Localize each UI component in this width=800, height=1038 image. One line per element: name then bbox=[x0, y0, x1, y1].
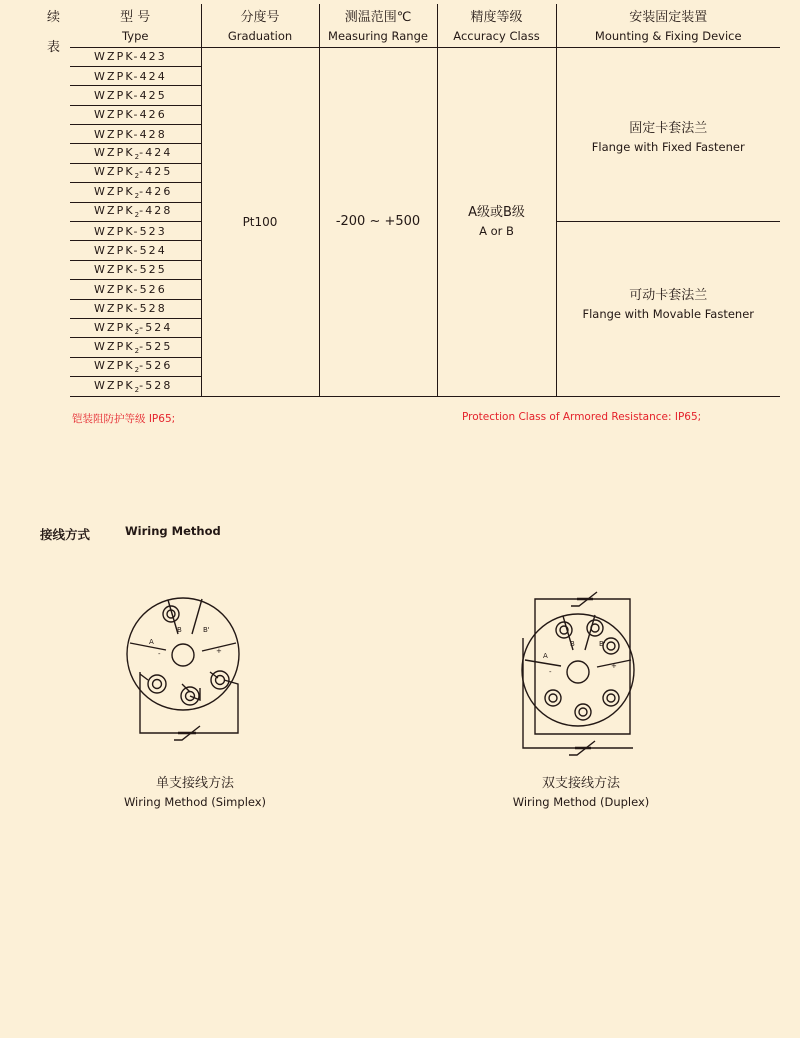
segment-dividers bbox=[525, 615, 631, 667]
continued-label-1: 续 bbox=[47, 10, 61, 25]
type-cell: WZPK-525 bbox=[70, 260, 201, 279]
simplex-caption bbox=[85, 775, 305, 811]
label-b-prime: B' bbox=[599, 640, 606, 648]
simplex-caption-cn: 单支接线方法 bbox=[155, 776, 234, 791]
label-minus: - bbox=[549, 668, 552, 676]
duplex-caption-cn: 双支接线方法 bbox=[541, 776, 620, 791]
range-cell: -200 ~ +500 bbox=[319, 47, 437, 396]
label-plus: + bbox=[216, 647, 222, 655]
mounting-cell bbox=[556, 47, 780, 396]
mount-fixed-flange: 固定卡套法兰 Flange with Fixed Fastener bbox=[557, 56, 781, 222]
label-b-prime: B' bbox=[203, 626, 210, 634]
center-hole bbox=[567, 661, 589, 683]
label-a: A bbox=[543, 652, 548, 660]
header-type: 型 号 Type bbox=[70, 4, 201, 47]
label-b: B bbox=[570, 640, 575, 648]
terminal-screw-left bbox=[148, 675, 166, 693]
continued-label-2: 表 bbox=[47, 40, 61, 55]
type-cell: WZPK-523 bbox=[70, 222, 201, 241]
center-hole bbox=[172, 644, 194, 666]
simplex-caption-en: Wiring Method (Simplex) bbox=[123, 795, 267, 809]
label-minus: - bbox=[158, 650, 161, 658]
wire-clamps bbox=[140, 672, 218, 692]
type-cell: WZPK-428 bbox=[70, 125, 201, 144]
type-cell: WZPK-426 bbox=[70, 105, 201, 124]
terminal-head-outline bbox=[522, 614, 634, 726]
label-b: B bbox=[177, 626, 182, 634]
type-cell: WZPK-524 bbox=[70, 241, 201, 260]
type-cell: WZPK-526 bbox=[70, 280, 201, 299]
wiring-title-en: Wiring Method bbox=[125, 524, 221, 538]
protection-note-cn: 铠装阻防护等级 IP65; bbox=[72, 413, 176, 425]
spec-table bbox=[70, 4, 780, 397]
mount-movable-flange: 可动卡套法兰 Flange with Movable Fastener bbox=[582, 287, 755, 321]
duplex-caption-en: Wiring Method (Duplex) bbox=[512, 795, 650, 809]
header-mounting: 安装固定装置 Mounting & Fixing Device bbox=[556, 4, 780, 47]
type-cell: $WZPK_2-425$ bbox=[70, 163, 201, 182]
graduation-cell: Pt100 bbox=[201, 47, 319, 396]
header-accuracy: 精度等级 Accuracy Class bbox=[437, 4, 556, 47]
header-graduation: 分度号 Graduation bbox=[201, 4, 319, 47]
type-cell: $WZPK_2-526$ bbox=[70, 357, 201, 376]
label-a: A bbox=[149, 638, 154, 646]
wiring-title-cn: 接线方式 bbox=[40, 527, 91, 542]
simplex-wiring-diagram bbox=[120, 588, 270, 748]
type-cell: $WZPK_2-426$ bbox=[70, 183, 201, 202]
table-row bbox=[70, 47, 780, 66]
type-cell: WZPK-425 bbox=[70, 86, 201, 105]
type-cell: $WZPK_2-528$ bbox=[70, 377, 201, 396]
type-cell: WZPK-528 bbox=[70, 299, 201, 318]
type-cell: $WZPK_2-524$ bbox=[70, 318, 201, 337]
type-cell: WZPK-424 bbox=[70, 66, 201, 85]
type-cell: $WZPK_2-428$ bbox=[70, 202, 201, 221]
type-cell: $WZPK_2-424$ bbox=[70, 144, 201, 163]
duplex-wiring-diagram bbox=[515, 588, 645, 758]
table-header-row bbox=[70, 4, 780, 47]
terminal-head-outline bbox=[127, 598, 239, 710]
segment-dividers bbox=[130, 599, 236, 651]
protection-note-en: Protection Class of Armored Resistance: IP65; bbox=[462, 411, 702, 423]
type-cell: WZPK-423 bbox=[70, 47, 201, 66]
label-plus: + bbox=[611, 662, 617, 670]
duplex-caption bbox=[471, 775, 691, 811]
type-cell: $WZPK_2-525$ bbox=[70, 338, 201, 357]
accuracy-cell: A级或B级 A or B bbox=[437, 47, 556, 396]
header-range: 测温范围℃ Measuring Range bbox=[319, 4, 437, 47]
